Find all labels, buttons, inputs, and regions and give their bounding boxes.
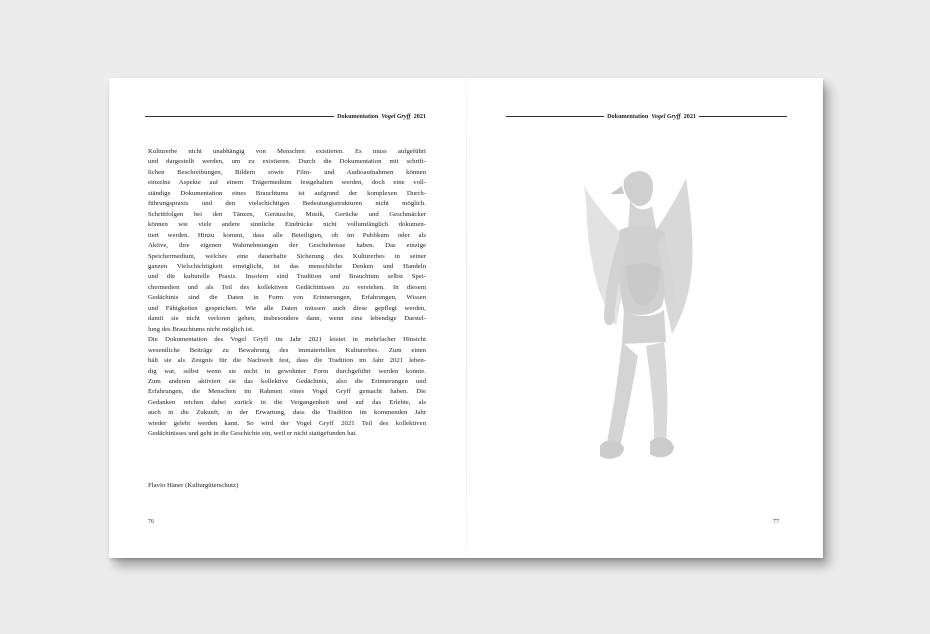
text-line: wesentliche Beiträge zu Bewahrung des immateriellen Kulturerbes. Zum einen [148, 346, 426, 354]
vogel-gryff-figure-image [574, 166, 698, 472]
header-year: 2021 [413, 112, 426, 120]
text-line: Gedächtnisses und geht in die Geschichte ein, weil er nicht stattgefunden hat. [148, 430, 357, 438]
text-line: hält sie als Zeugnis für die Nachwelt fest, dass die Tradition im Jahr 2021 leben- [148, 357, 426, 365]
header-title: Vogel Gryff [651, 112, 681, 120]
text-line: einzelne Aspekte auf einem Trägermedium festgehalten werden, doch eine voll- [148, 179, 426, 187]
page-number-right: 77 [773, 519, 779, 525]
text-line: wieder gelebt werden kann. So wird der Vogel Gryff 2021 Teil des kollektiven [148, 419, 426, 427]
right-page [466, 78, 823, 558]
text-line: Speichermedium, welches eine dauerhafte Sicherung des Kulturerbes in seiner [148, 252, 426, 260]
text-line: und dargestellt werden, um zu existieren. Durch die Dokumentation mit schrift- [148, 158, 426, 166]
text-line: Zum anderen aktiviert sie das kollektive Gedächtnis, also die Erinnerungen und [148, 377, 426, 385]
text-line: und die kulturelle Praxis. Insofern sind Tradition und Brauchtum selbst Spei- [148, 273, 426, 281]
author-credit: Flavio Häner (Kulturgüterschutz) [148, 482, 239, 489]
header-rule [145, 116, 334, 117]
left-page [109, 78, 466, 558]
text-line: tiert werden. Hinzu kommt, dass alle Beteiligten, ob im Publikum oder als [148, 231, 426, 239]
text-line: Schrittfolgen bei den Tänzen, Geräusche, Musik, Gerüche und Geschmäcker [148, 210, 426, 218]
header-year: 2021 [683, 112, 696, 120]
body-text [148, 147, 426, 440]
text-line: und Fähigkeiten gespeichert. Wie alle Daten müssen auch diese gepflegt werden, [148, 304, 426, 312]
text-line: Aktive, ihre eigenen Wahrnehmungen der Geschehnisse haben. Das einzige [148, 242, 426, 250]
paragraph-2 [148, 335, 426, 440]
text-line: können wie viele andere sinnliche Eindrücke nicht vollumfänglich dokumen- [148, 221, 426, 229]
text-line: damit sie nicht verloren gehen, insbesondere dann, wenn eine lebendige Darstel- [148, 315, 426, 323]
text-line: Die Dokumentation des Vogel Gryff im Jahr 2021 leistet in mehrfacher Hinsicht [148, 336, 426, 344]
text-line: dig war, selbst wenn sie nicht in gewohnter Form durchgeführt werden konnte. [148, 367, 426, 375]
text-line: auch in die Zukunft, in der Erwartung, dass die Tradition im kommenden Jahr [148, 409, 426, 417]
text-line: ganzen Vielschichtigkeit ermöglicht, ist das menschliche Denken und Handeln [148, 262, 426, 270]
header-prefix: Dokumentation [337, 112, 379, 120]
text-line: Gedanken reichen dabei zurück in die Vergangenheit und auf das Erlebte, als [148, 398, 426, 406]
header-rule [699, 116, 787, 117]
running-header-right [506, 111, 787, 121]
text-line: Kulturerbe nicht unabhängig von Menschen existieren. Es muss aufgeführt [148, 148, 426, 155]
text-line: Gedächtnis sind die Daten in Form von Erinnerungen, Erfahrungen, Wissen [148, 294, 426, 302]
page-number-left: 76 [148, 519, 154, 525]
text-line: führungspraxis und den vielschichtigen Bedeutungsstrukturen nicht möglich. [148, 200, 426, 208]
running-header-left [145, 111, 426, 121]
paragraph-1 [148, 147, 426, 335]
text-line: chermedien und als Teil des kollektiven Gedächtnisses zu verstehen. In diesem [148, 283, 426, 291]
text-line: ständige Dokumentation eines Brauchtums ist aufgrund der komplexen Durch- [148, 189, 426, 197]
text-line: lung des Brauchtums nicht möglich ist. [148, 325, 254, 333]
book-spread [109, 78, 823, 558]
header-prefix: Dokumentation [607, 112, 649, 120]
text-line: lichen Beschreibungen, Bildern sowie Film- und Audioaufnahmen können [148, 168, 426, 176]
header-title: Vogel Gryff [381, 112, 411, 120]
text-line: Erfahrungen, die Menschen im Rahmen eines Vogel Gryff gemacht haben. Die [148, 388, 426, 396]
header-rule [506, 116, 604, 117]
